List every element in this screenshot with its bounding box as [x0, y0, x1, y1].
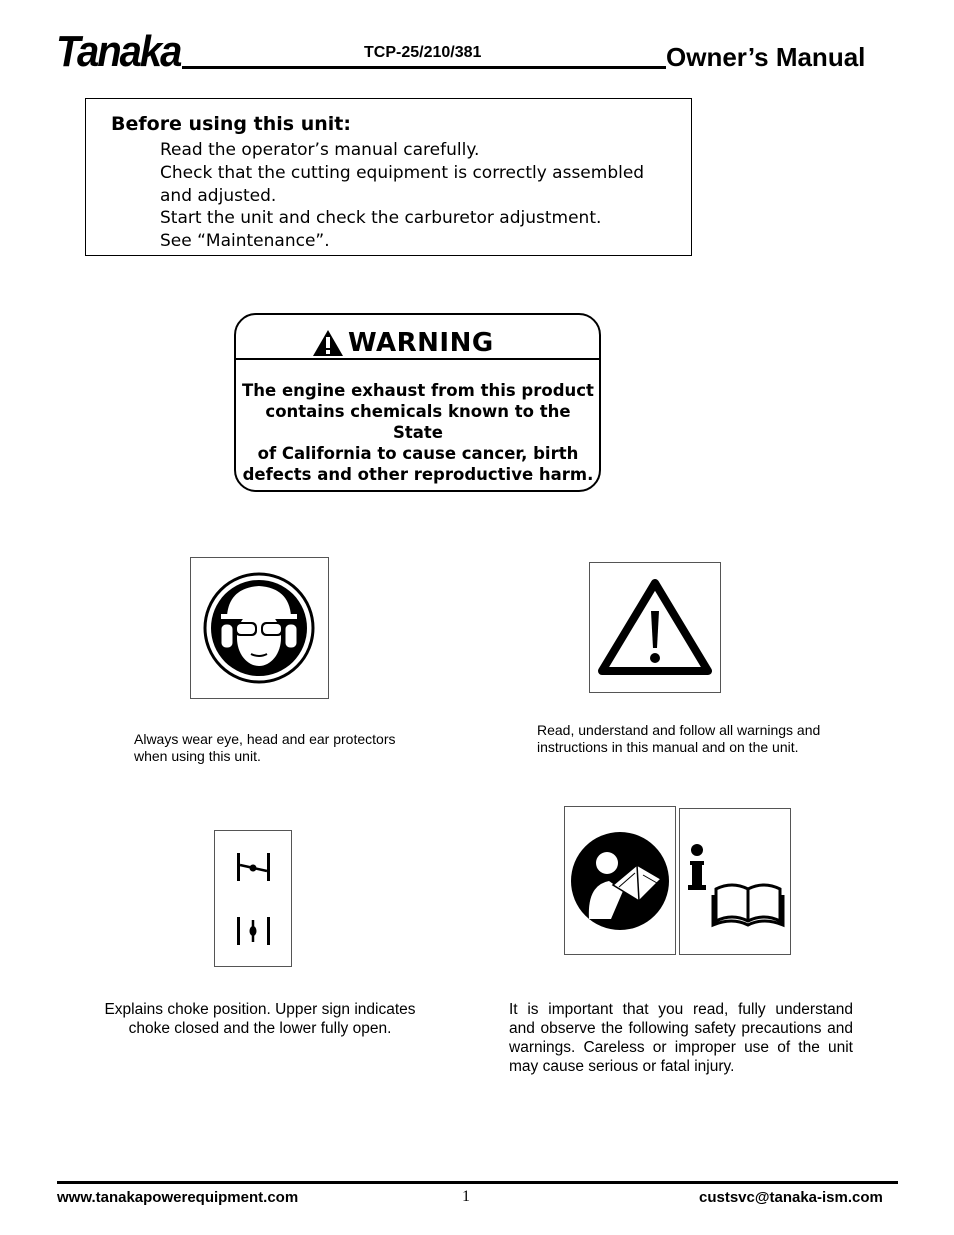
footer-email: custsvc@tanaka-ism.com	[699, 1189, 883, 1206]
choke-symbol	[214, 830, 292, 967]
warning-line: of California to cause cancer, birth	[257, 444, 579, 463]
protective-gear-symbol	[190, 557, 329, 699]
read-manual-symbol	[564, 806, 676, 955]
caption-line: when using this unit.	[134, 748, 261, 764]
choke-caption	[103, 1000, 417, 1038]
footer-rule	[57, 1181, 898, 1184]
before-using-line: Check that the cutting equipment is correctly assembled	[160, 163, 645, 183]
caption-line: instructions in this manual and on the unit.	[537, 739, 799, 755]
warning-caption	[537, 722, 820, 756]
header-rule	[182, 66, 666, 69]
before-using-heading: Before using this unit:	[111, 113, 351, 135]
warning-symbol	[589, 562, 721, 693]
warning-line: defects and other reproductive harm.	[242, 465, 594, 484]
read-manual-caption	[509, 1000, 853, 1076]
choke-position-icon	[215, 831, 291, 966]
before-using-line: Start the unit and check the carburetor adjustment.	[160, 208, 602, 228]
model-number: TCP-25/210/381	[364, 44, 482, 61]
caption-line: may cause serious or fatal injury.	[509, 1058, 735, 1075]
read-manual-icon	[565, 807, 675, 954]
protective-gear-icon	[191, 558, 328, 698]
warning-title: WARNING	[348, 328, 494, 358]
before-using-line: See “Maintenance”.	[160, 231, 330, 251]
page-number: 1	[462, 1188, 470, 1205]
info-book-icon	[680, 809, 790, 954]
caption-line: choke closed and the lower fully open.	[128, 1020, 392, 1037]
brand-logo	[56, 28, 184, 76]
warning-line: The engine exhaust from this product	[242, 381, 594, 400]
warning-triangle-icon	[312, 329, 344, 357]
before-using-line: and adjusted.	[160, 186, 277, 206]
caption-line: warnings. Careless or improper use of the unit	[509, 1039, 853, 1056]
caption-line: Always wear eye, head and ear protectors	[134, 731, 396, 747]
caption-line: It is important that you read, fully understand	[509, 1001, 853, 1018]
info-manual-symbol	[679, 808, 791, 955]
warning-triangle-icon	[590, 563, 720, 692]
footer-website: www.tanakapowerequipment.com	[57, 1189, 299, 1206]
before-using-line: Read the operator’s manual carefully.	[160, 140, 480, 160]
warning-line: contains chemicals known to the State	[265, 402, 571, 442]
caption-line: Read, understand and follow all warnings and	[537, 722, 821, 738]
caption-line: Explains choke position. Upper sign indicates	[104, 1001, 416, 1018]
protective-gear-caption	[134, 731, 395, 765]
warning-text	[242, 380, 594, 485]
caption-line: and observe the following safety precautions and	[509, 1020, 853, 1037]
brand-name: Tanaka	[56, 28, 181, 76]
page-title: Owner’s Manual	[666, 42, 866, 72]
warning-header	[312, 327, 494, 359]
